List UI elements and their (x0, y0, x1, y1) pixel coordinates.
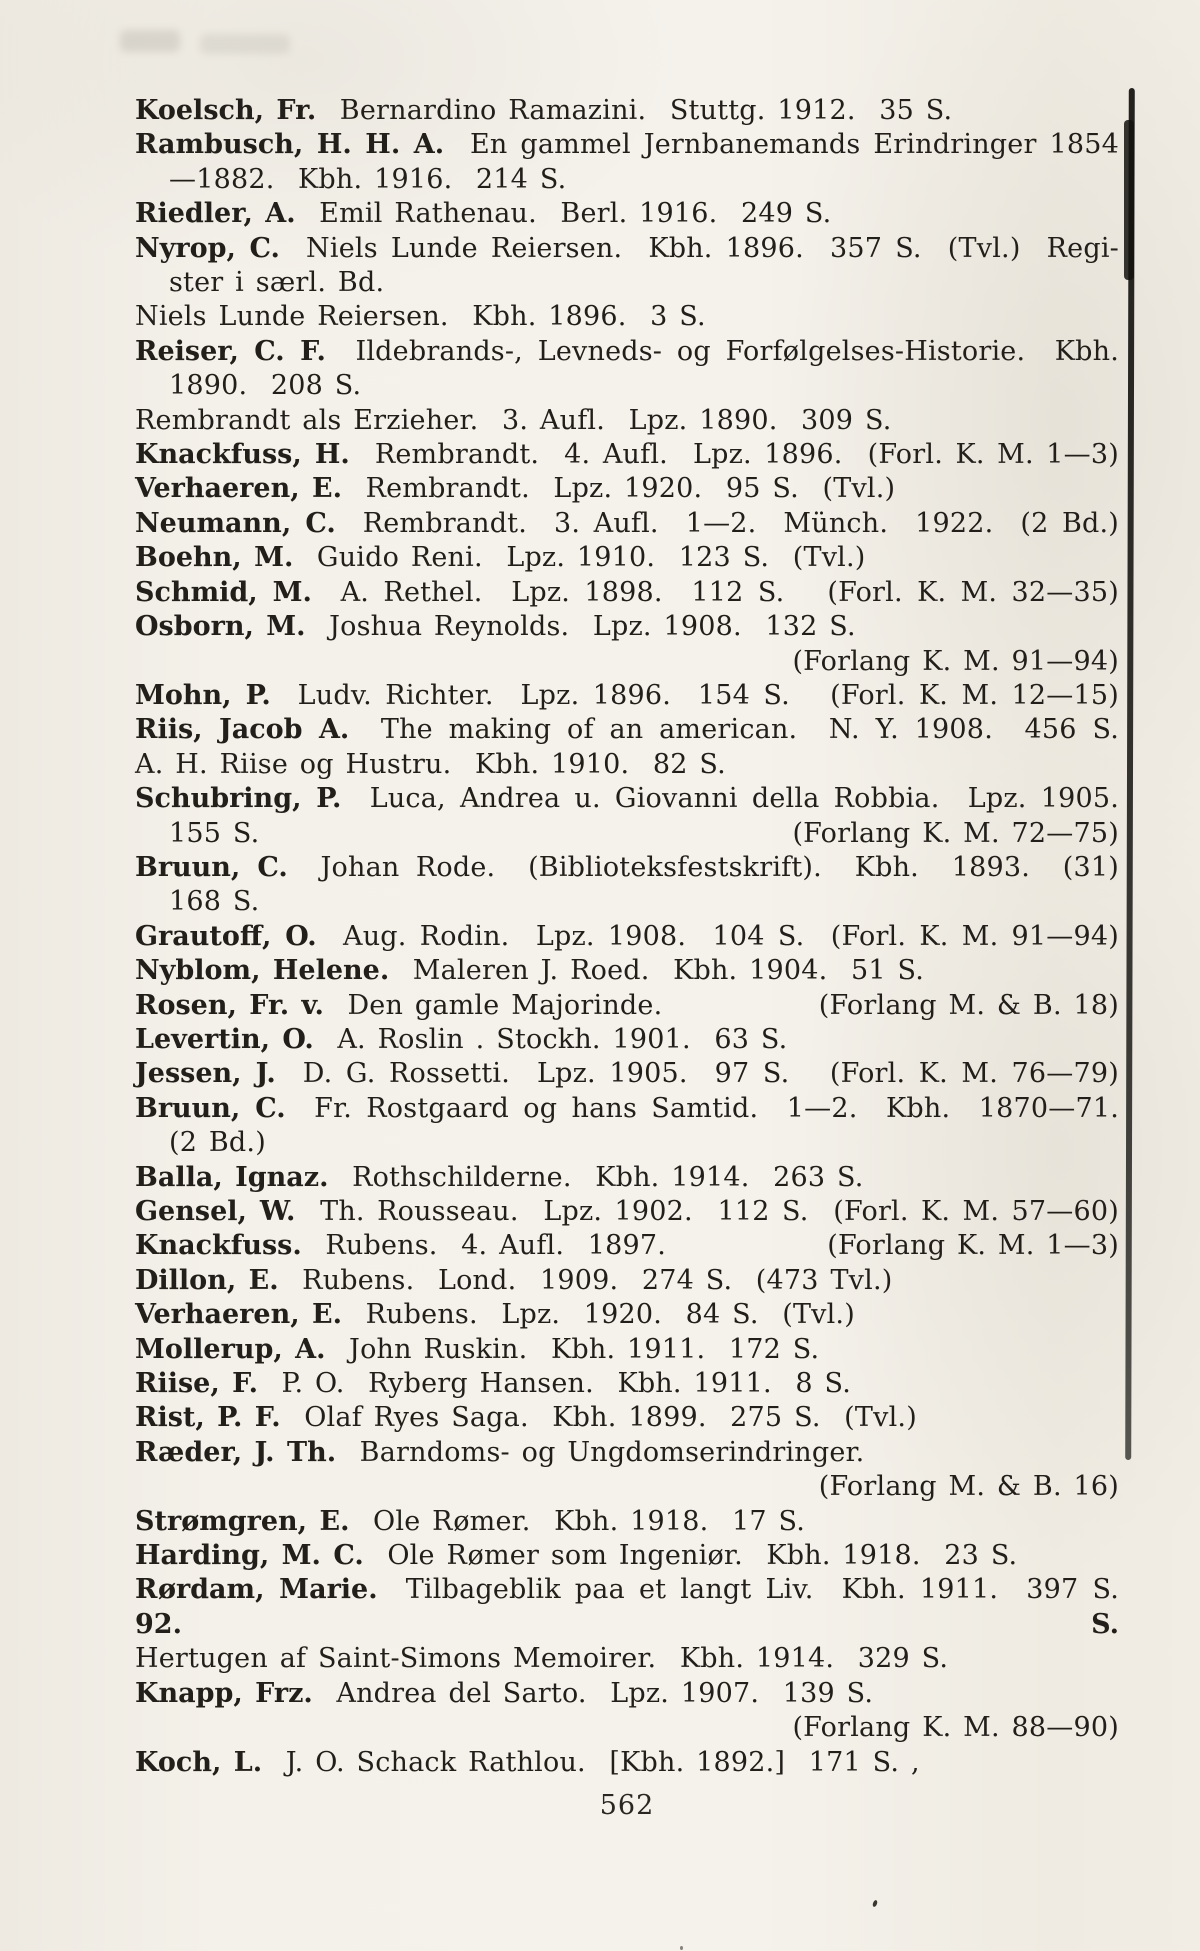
line-right-text: (Forlang K. M. 1—3) (827, 1230, 1119, 1262)
line-main-text: Mohn, P. Ludv. Richter. Lpz. 1896. 154 S. (Forl. K. M. 12—15) (135, 679, 1119, 711)
bibliography-line (135, 851, 1119, 885)
bibliography-line (135, 1161, 1119, 1195)
line-main-text: Koch, L. J. O. Schack Rathlou. [Kbh. 1892.] 171 S. , (135, 1746, 920, 1778)
author-name: Mollerup, A. (135, 1333, 326, 1365)
line-main-text: Rembrandt als Erzieher. 3. Aufl. Lpz. 1890. 309 S. (135, 404, 892, 436)
bibliography-line (135, 266, 1119, 300)
show-through-smudge (120, 30, 180, 52)
author-name: Riise, F. (135, 1368, 258, 1400)
line-main-text: Strømgren, E. Ole Rømer. Kbh. 1918. 17 S. (135, 1505, 806, 1537)
author-name: Jessen, J. (135, 1058, 276, 1090)
author-name: Reiser, C. F. (135, 335, 326, 367)
bibliography-line (135, 1057, 1119, 1091)
author-name: Verhaeren, E. (135, 473, 342, 505)
author-name: Nyblom, Helene. (135, 955, 390, 987)
bibliography-line (135, 300, 1119, 334)
bibliography-line (135, 1126, 1119, 1160)
bibliography-line (135, 1746, 1119, 1780)
author-name: Knapp, Frz. (135, 1677, 313, 1709)
bibliography-line (135, 1608, 1119, 1642)
bibliography-line (135, 1298, 1119, 1332)
author-name: Knackfuss. (135, 1230, 302, 1262)
author-name: Bruun, C. (135, 851, 288, 883)
bibliography-line (135, 885, 1119, 919)
line-main-text: Harding, M. C. Ole Rømer som Ingeniør. Kbh. 1918. 23 S. (135, 1540, 1018, 1572)
line-right-text: (Forlang M. & B. 16) (818, 1471, 1119, 1503)
bibliography-line (135, 128, 1119, 162)
line-main-text (135, 1608, 182, 1642)
bibliography-line (135, 1264, 1119, 1298)
line-main-text: Knackfuss. Rubens. 4. Aufl. 1897. (135, 1230, 667, 1262)
bibliography-line (135, 541, 1119, 575)
author-name: Riis, Jacob A. (135, 714, 350, 746)
author-name: Rosen, Fr. v. (135, 989, 324, 1021)
bibliography-line (135, 335, 1119, 369)
bibliography-line (135, 438, 1119, 472)
bibliography-line (135, 1333, 1119, 1367)
line-main-text: Rosen, Fr. v. Den gamle Majorinde. (135, 989, 663, 1021)
line-right-text: (Forlang K. M. 91—94) (792, 645, 1119, 677)
author-name: Koelsch, Fr. (135, 95, 317, 126)
line-main-text: Knackfuss, H. Rembrandt. 4. Aufl. Lpz. 1896. (Forl. K. M. 1—3) (135, 439, 1119, 471)
line-main-text: —1882. Kbh. 1916. 214 S. (169, 163, 567, 195)
line-main-text: Knapp, Frz. Andrea del Sarto. Lpz. 1907. 139 S. (135, 1677, 874, 1709)
author-name: Schubring, P. (135, 783, 342, 815)
bibliography-line (135, 1470, 1119, 1504)
author-name: Knackfuss, H. (135, 439, 350, 471)
line-main-text: Koelsch, Fr. Bernardino Ramazini. Stuttg. 1912. 35 S. (135, 95, 953, 126)
author-name: Mohn, P. (135, 679, 271, 711)
author-name: Boehn, M. (135, 542, 294, 574)
line-main-text: ster i særl. Bd. (169, 267, 385, 299)
line-main-text: Jessen, J. D. G. Rossetti. Lpz. 1905. 97 S. (Forl. K. M. 76—79) (135, 1058, 1119, 1090)
author-name: Rørdam, Marie. (135, 1574, 378, 1606)
bibliography-line (135, 1642, 1119, 1676)
line-main-text: Neumann, C. Rembrandt. 3. Aufl. 1—2. Münch. 1922. (2 Bd.) (135, 507, 1119, 539)
line-main-text: Rørdam, Marie. Tilbageblik paa et langt Liv. Kbh. 1911. 397 S. (135, 1574, 1119, 1606)
line-main-text: Bruun, C. Johan Rode. (Biblioteksfestskrift). Kbh. 1893. (31) (135, 851, 1119, 883)
author-name: Neumann, C. (135, 507, 336, 539)
scan-gutter-line (1125, 88, 1135, 1460)
author-name: Harding, M. C. (135, 1540, 364, 1572)
line-main-text: Reiser, C. F. Ildebrands-, Levneds- og Forfølgelses-Historie. Kbh. (135, 335, 1119, 367)
line-main-text: Ræder, J. Th. Barndoms- og Ungdomserindringer. (135, 1436, 865, 1468)
author-name: Dillon, E. (135, 1264, 279, 1296)
bibliography-line (135, 1229, 1119, 1263)
line-main-text: Mollerup, A. John Ruskin. Kbh. 1911. 172 S. (135, 1333, 820, 1365)
author-name: Bruun, C. (135, 1092, 286, 1124)
author-name: Strømgren, E. (135, 1505, 350, 1537)
author-name: 92. (135, 1608, 182, 1640)
bibliography-line (135, 989, 1119, 1023)
author-name: Koch, L. (135, 1746, 263, 1778)
line-main-text: Niels Lunde Reiersen. Kbh. 1896. 3 S. (135, 301, 706, 333)
author-name: Gensel, W. (135, 1196, 296, 1227)
bibliography-line (135, 507, 1119, 541)
bibliography-line (135, 1505, 1119, 1539)
line-main-text: (2 Bd.) (169, 1127, 266, 1159)
line-right-text: S. (1091, 1608, 1119, 1640)
author-name: Grautoff, O. (135, 920, 317, 952)
line-right-text: (Forlang M. & B. 18) (818, 989, 1119, 1021)
author-name: Balla, Ignaz. (135, 1161, 329, 1193)
bibliography-line (135, 817, 1119, 851)
line-main-text: Riedler, A. Emil Rathenau. Berl. 1916. 249 S. (135, 198, 832, 230)
bibliography-text-block (135, 94, 1119, 1780)
line-main-text: Gensel, W. Th. Rousseau. Lpz. 1902. 112 S. (Forl. K. M. 57—60) (135, 1196, 1119, 1227)
bibliography-line (135, 232, 1119, 266)
line-main-text: 168 S. (169, 886, 260, 918)
line-main-text: Levertin, O. A. Roslin . Stockh. 1901. 63 S. (135, 1023, 788, 1055)
line-main-text: 1890. 208 S. (169, 370, 362, 402)
bibliography-line (135, 1367, 1119, 1401)
author-name: Nyrop, C. (135, 232, 280, 264)
bibliography-line (135, 748, 1119, 782)
line-main-text: Bruun, C. Fr. Rostgaard og hans Samtid. 1—2. Kbh. 1870—71. (135, 1092, 1119, 1124)
author-name: Schmid, M. (135, 576, 312, 608)
scan-speck (680, 1946, 683, 1950)
line-main-text: Rist, P. F. Olaf Ryes Saga. Kbh. 1899. 275 S. (Tvl.) (135, 1402, 917, 1434)
author-name: Verhaeren, E. (135, 1299, 342, 1331)
line-main-text: Verhaeren, E. Rembrandt. Lpz. 1920. 95 S. (Tvl.) (135, 473, 896, 505)
bibliography-line (135, 94, 1119, 128)
bibliography-line (135, 1401, 1119, 1435)
line-main-text: 155 S. (169, 817, 260, 849)
line-main-text: Schmid, M. A. Rethel. Lpz. 1898. 112 S. (Forl. K. M. 32—35) (135, 576, 1119, 608)
bibliography-line (135, 1573, 1119, 1607)
line-main-text: Nyrop, C. Niels Lunde Reiersen. Kbh. 1896. 357 S. (Tvl.) Regi- (135, 232, 1119, 264)
bibliography-line (135, 197, 1119, 231)
scan-gutter-line-thick (1124, 120, 1134, 280)
author-name: Rist, P. F. (135, 1402, 281, 1434)
bibliography-line (135, 1711, 1119, 1745)
bibliography-line (135, 645, 1119, 679)
bibliography-line (135, 163, 1119, 197)
line-main-text: Rambusch, H. H. A. En gammel Jernbanemands Erindringer 1854 (135, 129, 1119, 161)
author-name: Levertin, O. (135, 1023, 314, 1055)
bibliography-line (135, 1195, 1119, 1229)
bibliography-line (135, 954, 1119, 988)
page-number: 562 (599, 1790, 655, 1821)
bibliography-line (135, 1539, 1119, 1573)
line-main-text: Grautoff, O. Aug. Rodin. Lpz. 1908. 104 S. (Forl. K. M. 91—94) (135, 920, 1119, 952)
bibliography-line (135, 1092, 1119, 1126)
author-name: Rambusch, H. H. A. (135, 129, 445, 161)
bibliography-line (135, 610, 1119, 644)
bibliography-line (135, 713, 1119, 747)
line-main-text: Nyblom, Helene. Maleren J. Roed. Kbh. 1904. 51 S. (135, 955, 925, 987)
bibliography-line (135, 472, 1119, 506)
line-main-text: Riis, Jacob A. The making of an american. N. Y. 1908. 456 S. (135, 714, 1119, 746)
show-through-smudge (200, 34, 290, 54)
bibliography-line (135, 679, 1119, 713)
line-main-text: Hertugen af Saint-Simons Memoirer. Kbh. 1914. 329 S. (135, 1643, 949, 1675)
bibliography-line (135, 1023, 1119, 1057)
bibliography-line (135, 369, 1119, 403)
line-main-text: A. H. Riise og Hustru. Kbh. 1910. 82 S. (135, 748, 726, 780)
line-main-text: Balla, Ignaz. Rothschilderne. Kbh. 1914. 263 S. (135, 1161, 864, 1193)
line-main-text: Schubring, P. Luca, Andrea u. Giovanni della Robbia. Lpz. 1905. (135, 783, 1119, 815)
scan-speck (872, 1900, 878, 1908)
bibliography-line (135, 1436, 1119, 1470)
line-right-text: (Forlang K. M. 88—90) (792, 1712, 1119, 1744)
bibliography-line (135, 920, 1119, 954)
bibliography-line (135, 404, 1119, 438)
author-name: Osborn, M. (135, 611, 306, 643)
bibliography-line (135, 1677, 1119, 1711)
line-main-text: Boehn, M. Guido Reni. Lpz. 1910. 123 S. (Tvl.) (135, 542, 866, 574)
line-main-text: Verhaeren, E. Rubens. Lpz. 1920. 84 S. (Tvl.) (135, 1299, 855, 1331)
author-name: Riedler, A. (135, 198, 296, 230)
line-right-text: (Forlang K. M. 72—75) (792, 817, 1119, 849)
line-main-text: Riise, F. P. O. Ryberg Hansen. Kbh. 1911. 8 S. (135, 1368, 852, 1400)
author-name: Ræder, J. Th. (135, 1436, 337, 1468)
bibliography-line (135, 576, 1119, 610)
bibliography-line (135, 782, 1119, 816)
line-main-text: Osborn, M. Joshua Reynolds. Lpz. 1908. 132 S. (135, 611, 856, 643)
line-main-text: Dillon, E. Rubens. Lond. 1909. 274 S. (473 Tvl.) (135, 1264, 893, 1296)
